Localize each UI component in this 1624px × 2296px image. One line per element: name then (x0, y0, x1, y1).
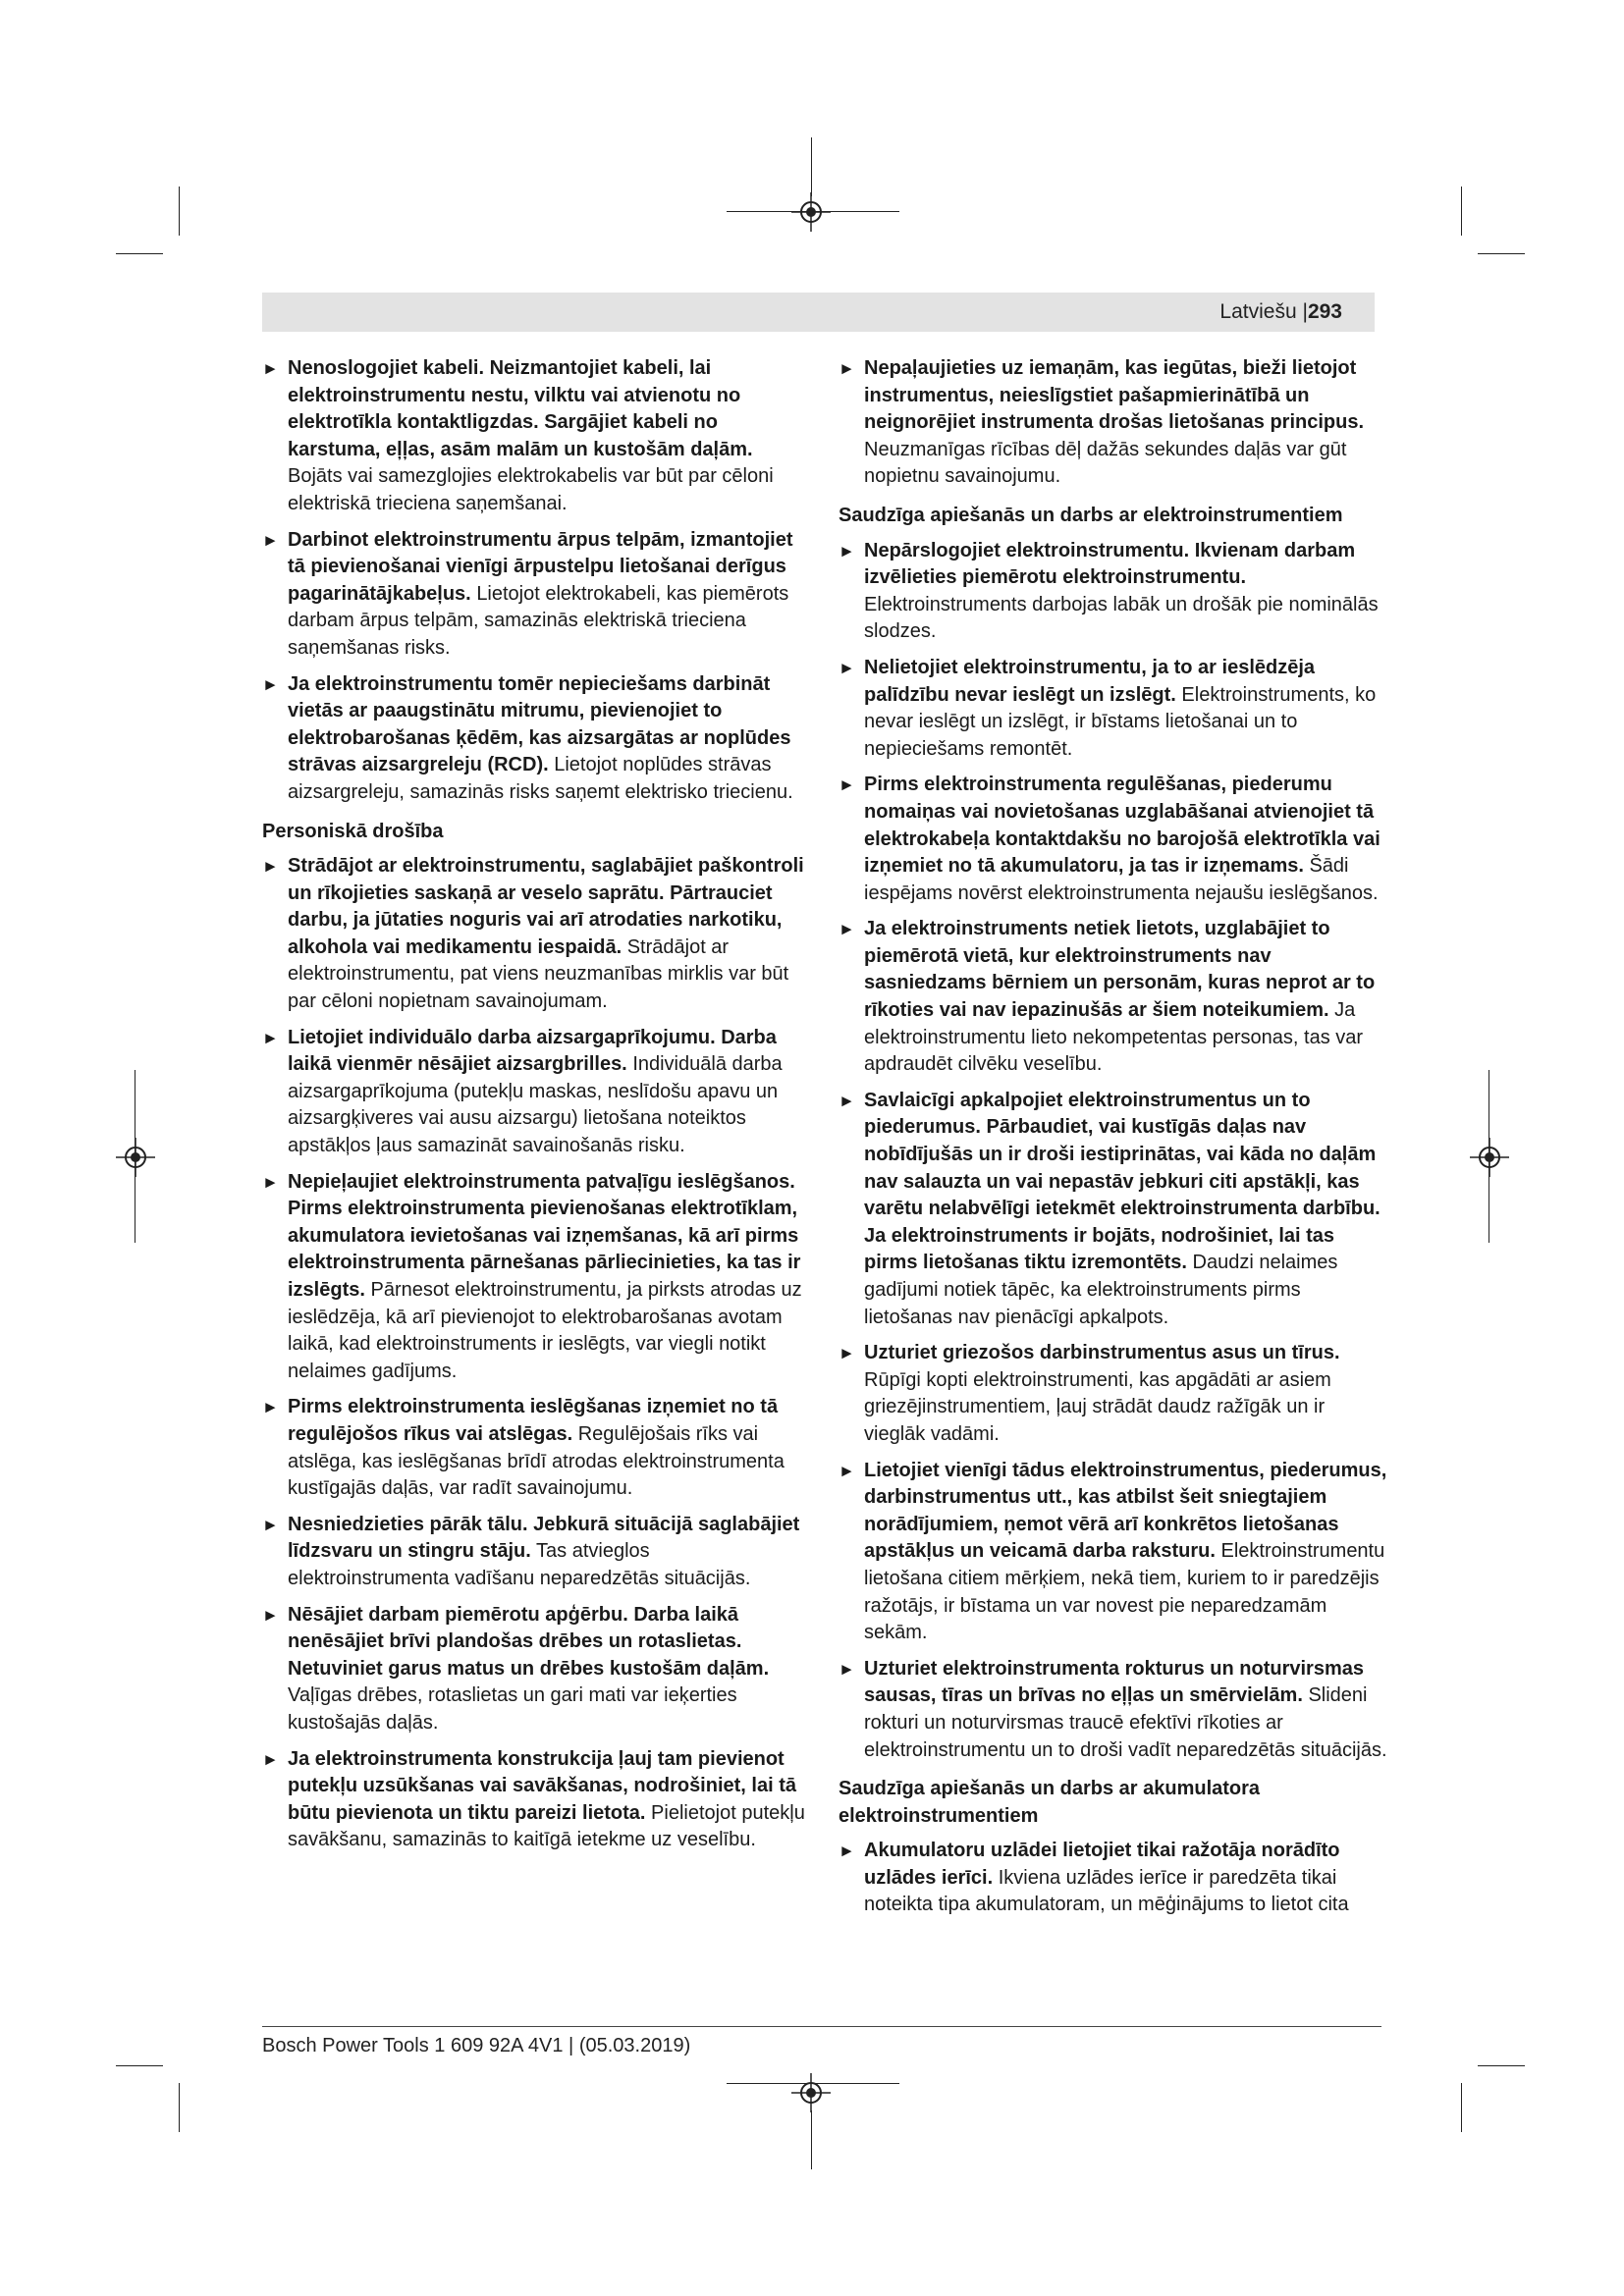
list-item (839, 1340, 1388, 1448)
instruction-bold: Pirms elektroinstrumenta regulēšanas, piederumu nomaiņas vai novietošanas uzglabāšanai atvienojiet tā elektrokabeļa kontaktdakšu no barojošā elektrotīkla vai izņemiet no tā akumulatoru, ja tas ir izņemams. (864, 774, 1380, 878)
bullet-icon: ► (262, 857, 279, 877)
footer-divider (262, 2026, 1381, 2027)
list-item (262, 1169, 810, 1386)
list-item (839, 772, 1388, 907)
instruction-text: Šādi iespējams novērst elektroinstrumenta nejaušu ieslēgšanos. (864, 855, 1379, 904)
bullet-icon: ► (262, 674, 279, 694)
list-item (262, 1602, 810, 1737)
list-item (839, 1656, 1388, 1764)
bullet-icon: ► (839, 658, 855, 677)
list-item (839, 655, 1388, 763)
instruction-bold: Nepaļaujieties uz iemaņām, kas iegūtas, bieži lietojot instrumentus, neieslīgstiet pašapmierinātībā un neignorējiet instrumenta drošas lietošanas principus. (864, 357, 1365, 434)
instruction-text: Elektroinstruments, ko nevar ieslēgt un izslēgt, ir bīstams lietošanai un to nepieciešams remontēt. (864, 683, 1377, 760)
instruction-text: Lietojot elektrokabeli, kas piemērots darbam ārpus telpām, samazinās elektriskā trieciena saņemšanas risks. (288, 582, 789, 659)
list-item (262, 1512, 810, 1593)
list-item (839, 916, 1388, 1079)
instruction-text: Ikviena uzlādes ierīce ir paredzēta tikai noteikta tipa akumulatoram, un mēģinājums to lietot cita (864, 1866, 1349, 1916)
instruction-bold: Uzturiet elektroinstrumenta rokturus un noturvirsmas sausas, tīras un brīvas no eļļas un smērvielām. (864, 1657, 1364, 1707)
list-item (262, 1025, 810, 1160)
instruction-bold: Nesniedzieties pārāk tālu. Jebkurā situācijā saglabājiet līdzsvaru un stingru stāju. (288, 1513, 800, 1563)
registration-mark-icon (1470, 1138, 1509, 1177)
crop-mark (1478, 253, 1525, 254)
registration-mark-icon (791, 192, 831, 232)
header-language: Latviešu (1219, 300, 1297, 323)
right-column (839, 355, 1388, 1928)
instruction-bold: Akumulatoru uzlādei lietojiet tikai ražotāja norādīto uzlādes ierīci. (864, 1840, 1340, 1889)
list-item (839, 1458, 1388, 1647)
crop-mark (811, 137, 812, 196)
instruction-bold: Ja elektroinstruments netiek lietots, uzglabājiet to piemērotā vietā, kur elektroinstruments nav sasniedzams bērniem un personām, kuras neprot ar to rīkoties vai nav iepazinušās ar šiem noteikumiem. (864, 918, 1376, 1022)
bullet-icon: ► (839, 920, 855, 939)
list-item (839, 538, 1388, 646)
bullet-icon: ► (262, 530, 279, 550)
crop-mark (1461, 187, 1462, 236)
crop-mark (179, 2083, 180, 2132)
instruction-text: Elektroinstruments darbojas labāk un drošāk pie nominālās slodzes. (864, 593, 1379, 643)
crop-mark (1478, 2065, 1525, 2066)
crop-mark (116, 2065, 163, 2066)
bullet-icon: ► (262, 1398, 279, 1417)
page-number: 293 (1307, 300, 1342, 323)
section-heading: Saudzīga apiešanās un darbs ar elektroinstrumentiem (839, 504, 1343, 526)
instruction-bold: Ja elektroinstrumentu tomēr nepieciešams darbināt vietās ar paaugstinātu mitrumu, pievienojiet to elektrobarošanas ķēdēm, kas aizsargātas ar noplūdes strāvas aizsargreleju (RCD). (288, 672, 791, 776)
instruction-bold: Lietojiet individuālo darba aizsargaprīkojumu. Darba laikā vienmēr nēsājiet aizsargbrilles. (288, 1026, 777, 1076)
crop-mark (116, 253, 163, 254)
instruction-bold: Darbinot elektroinstrumentu ārpus telpām, izmantojiet tā pievienošanai vienīgi ārpustelpu lietošanai derīgus pagarinātājkabeļus. (288, 528, 793, 605)
bullet-icon: ► (262, 1515, 279, 1534)
crop-mark (179, 187, 180, 236)
instruction-bold: Pirms elektroinstrumenta ieslēgšanas izņemiet no tā regulējošos rīkus vai atslēgas. (288, 1396, 779, 1445)
instruction-text: Pielietojot putekļu savākšanu, samazinās to kaitīgā ietekme uz veselību. (288, 1801, 805, 1851)
page-footer: Bosch Power Tools 1 609 92A 4V1 | (05.03.2019) (262, 2035, 691, 2056)
instruction-text: Lietojot noplūdes strāvas aizsargreleju, samazinās risks saņemt elektrisko triecienu. (288, 754, 793, 803)
page-header (262, 293, 1375, 332)
instruction-text: Slideni rokturi un noturvirsmas traucē efektīvi rīkoties ar elektroinstrumentu un to droši vadīt neparedzētās situācijās. (864, 1684, 1387, 1761)
instruction-text: Neuzmanīgas rīcības dēļ dažās sekundes daļās var gūt nopietnu savainojumu. (864, 438, 1347, 488)
instruction-text: Ja elektroinstrumentu lieto nekompetentas personas, tas var apdraudēt cilvēku veselību. (864, 999, 1364, 1076)
left-column (262, 355, 810, 1863)
instruction-bold: Nēsājiet darbam piemērotu apģērbu. Darba laikā nenēsājiet brīvi plandošas drēbes un rotaslietas. Netuviniet garus matus un drēbes kustošām daļām. (288, 1603, 770, 1680)
list-item (262, 355, 810, 518)
instruction-text: Bojāts vai samezglojies elektrokabelis var būt par cēloni elektriskā trieciena saņemšanai. (288, 465, 774, 514)
list-item (262, 671, 810, 807)
instruction-text: Elektroinstrumentu lietošana citiem mērķiem, nekā tiem, kuriem to ir paredzējis ražotājs, ir bīstama un var novest pie neparedzamām sekām. (864, 1540, 1385, 1644)
instruction-bold: Nenoslogojiet kabeli. Neizmantojiet kabeli, lai elektroinstrumentu nestu, vilktu vai atvienotu no elektrotīkla kontaktligzdas. Sargājiet kabeli no karstuma, eļļas, asām malām un kustošām daļām. (288, 357, 753, 460)
list-item (262, 1746, 810, 1854)
instruction-bold: Nelietojiet elektroinstrumentu, ja to ar ieslēdzēja palīdzību nevar ieslēgt un izslēgt. (864, 656, 1316, 706)
section-heading: Personiskā drošība (262, 820, 444, 842)
list-item (839, 355, 1388, 491)
bullet-icon: ► (839, 359, 855, 378)
list-item (262, 527, 810, 663)
instruction-bold: Strādājot ar elektroinstrumentu, saglabājiet paškontroli un rīkojieties saskaņā ar veselo saprātu. Pārtrauciet darbu, ja jūtaties noguris vai arī atrodaties narkotiku, alkohola vai medikamentu iespaidā. (288, 855, 804, 958)
instruction-bold: Ja elektroinstrumenta konstrukcija ļauj tam pievienot putekļu uzsūkšanas vai savākšanas, nodrošiniet, lai tā būtu pievienota un tiktu pareizi lietota. (288, 1747, 796, 1824)
bullet-icon: ► (839, 1344, 855, 1363)
bullet-icon: ► (839, 1461, 855, 1480)
instruction-bold: Nepārslogojiet elektroinstrumentu. Ikvienam darbam izvēlieties piemērotu elektroinstrumentu. (864, 539, 1356, 589)
crop-mark (727, 2083, 899, 2084)
bullet-icon: ► (839, 1659, 855, 1679)
instruction-bold: Uzturiet griezošos darbinstrumentus asus un tīrus. (864, 1342, 1340, 1364)
crop-mark (727, 211, 899, 212)
list-item (262, 853, 810, 1016)
instruction-text: Rūpīgi kopti elektroinstrumenti, kas apgādāti ar asiem griezējinstrumentiem, ļauj strādāt daudz ražīgāk un ir vieglāk vadāmi. (864, 1368, 1331, 1445)
instruction-text: Vaļīgas drēbes, rotaslietas un gari mati var ieķerties kustošajās daļās. (288, 1684, 737, 1734)
instruction-bold: Savlaicīgi apkalpojiet elektroinstrumentus un to piederumus. Pārbaudiet, vai kustīgās daļas nav nobīdījušās un ir droši iestiprinātas, vai kāda no daļām nav salauzta un vai nepastāv jebkuri citi apstākļi, kas varētu nelabvēlīgi ietekmēt elektroinstrumenta darbību. Ja elektroinstruments ir bojāts, nodrošiniet, lai tas pirms lietošanas tiktu izremontēts. (864, 1089, 1380, 1274)
bullet-icon: ► (262, 1172, 279, 1192)
instruction-text: Tas atvieglos elektroinstrumenta vadīšanu neparedzētās situācijās. (288, 1540, 751, 1589)
registration-mark-icon (116, 1138, 155, 1177)
instruction-text: Regulējošais rīks vai atslēga, kas ieslēgšanas brīdī atrodas elektroinstrumenta kustīgajās daļās, var radīt savainojumu. (288, 1422, 785, 1500)
header-label (1219, 298, 1342, 326)
bullet-icon: ► (839, 775, 855, 795)
list-item (839, 1088, 1388, 1331)
bullet-icon: ► (839, 541, 855, 561)
list-item (839, 1838, 1388, 1919)
instruction-bold: Nepieļaujiet elektroinstrumenta patvaļīgu ieslēgšanos. Pirms elektroinstrumenta pievienošanas elektrotīklam, akumulatora ievietošanas vai izņemšanas, kā arī pirms elektroinstrumenta pārnešanas pārliecinieties, ka tas ir izslēgts. (288, 1170, 801, 1301)
instruction-text: Daudzi nelaimes gadījumi notiek tāpēc, ka elektroinstruments pirms lietošanas nav pienācīgi apkalpots. (864, 1252, 1338, 1328)
header-separator: | (1302, 300, 1308, 323)
section-heading: Saudzīga apiešanās un darbs ar akumulatora elektroinstrumentiem (839, 1778, 1261, 1827)
crop-mark (1461, 2083, 1462, 2132)
bullet-icon: ► (262, 1028, 279, 1047)
bullet-icon: ► (262, 359, 279, 378)
instruction-text: Individuālā darba aizsargaprīkojuma (putekļu maskas, neslīdošu apavu un aizsargķiveres vai ausu aizsargu) lietošana noteiktos apstākļos ļaus samazināt savainošanās risku. (288, 1053, 783, 1157)
bullet-icon: ► (262, 1605, 279, 1625)
registration-mark-icon (791, 2073, 831, 2112)
bullet-icon: ► (839, 1842, 855, 1861)
crop-mark (811, 2110, 812, 2169)
bullet-icon: ► (839, 1091, 855, 1110)
instruction-bold: Lietojiet vienīgi tādus elektroinstrumentus, piederumus, darbinstrumentus utt., kas atbilst šeit sniegtajiem norādījumiem, ņemot vērā arī konkrētos lietošanas apstākļus un veicamā darba raksturu. (864, 1459, 1387, 1563)
instruction-text: Strādājot ar elektroinstrumentu, pat viens neuzmanības mirklis var būt par cēloni nopietnam savainojumam. (288, 935, 789, 1013)
instruction-text: Pārnesot elektroinstrumentu, ja pirksts atrodas uz ieslēdzēja, kā arī pievienojot to elektrobarošanas avotam laikā, kad elektroinstruments ir ieslēgts, var viegli notikt nelaimes gadījums. (288, 1279, 802, 1382)
list-item (262, 1394, 810, 1502)
bullet-icon: ► (262, 1749, 279, 1769)
